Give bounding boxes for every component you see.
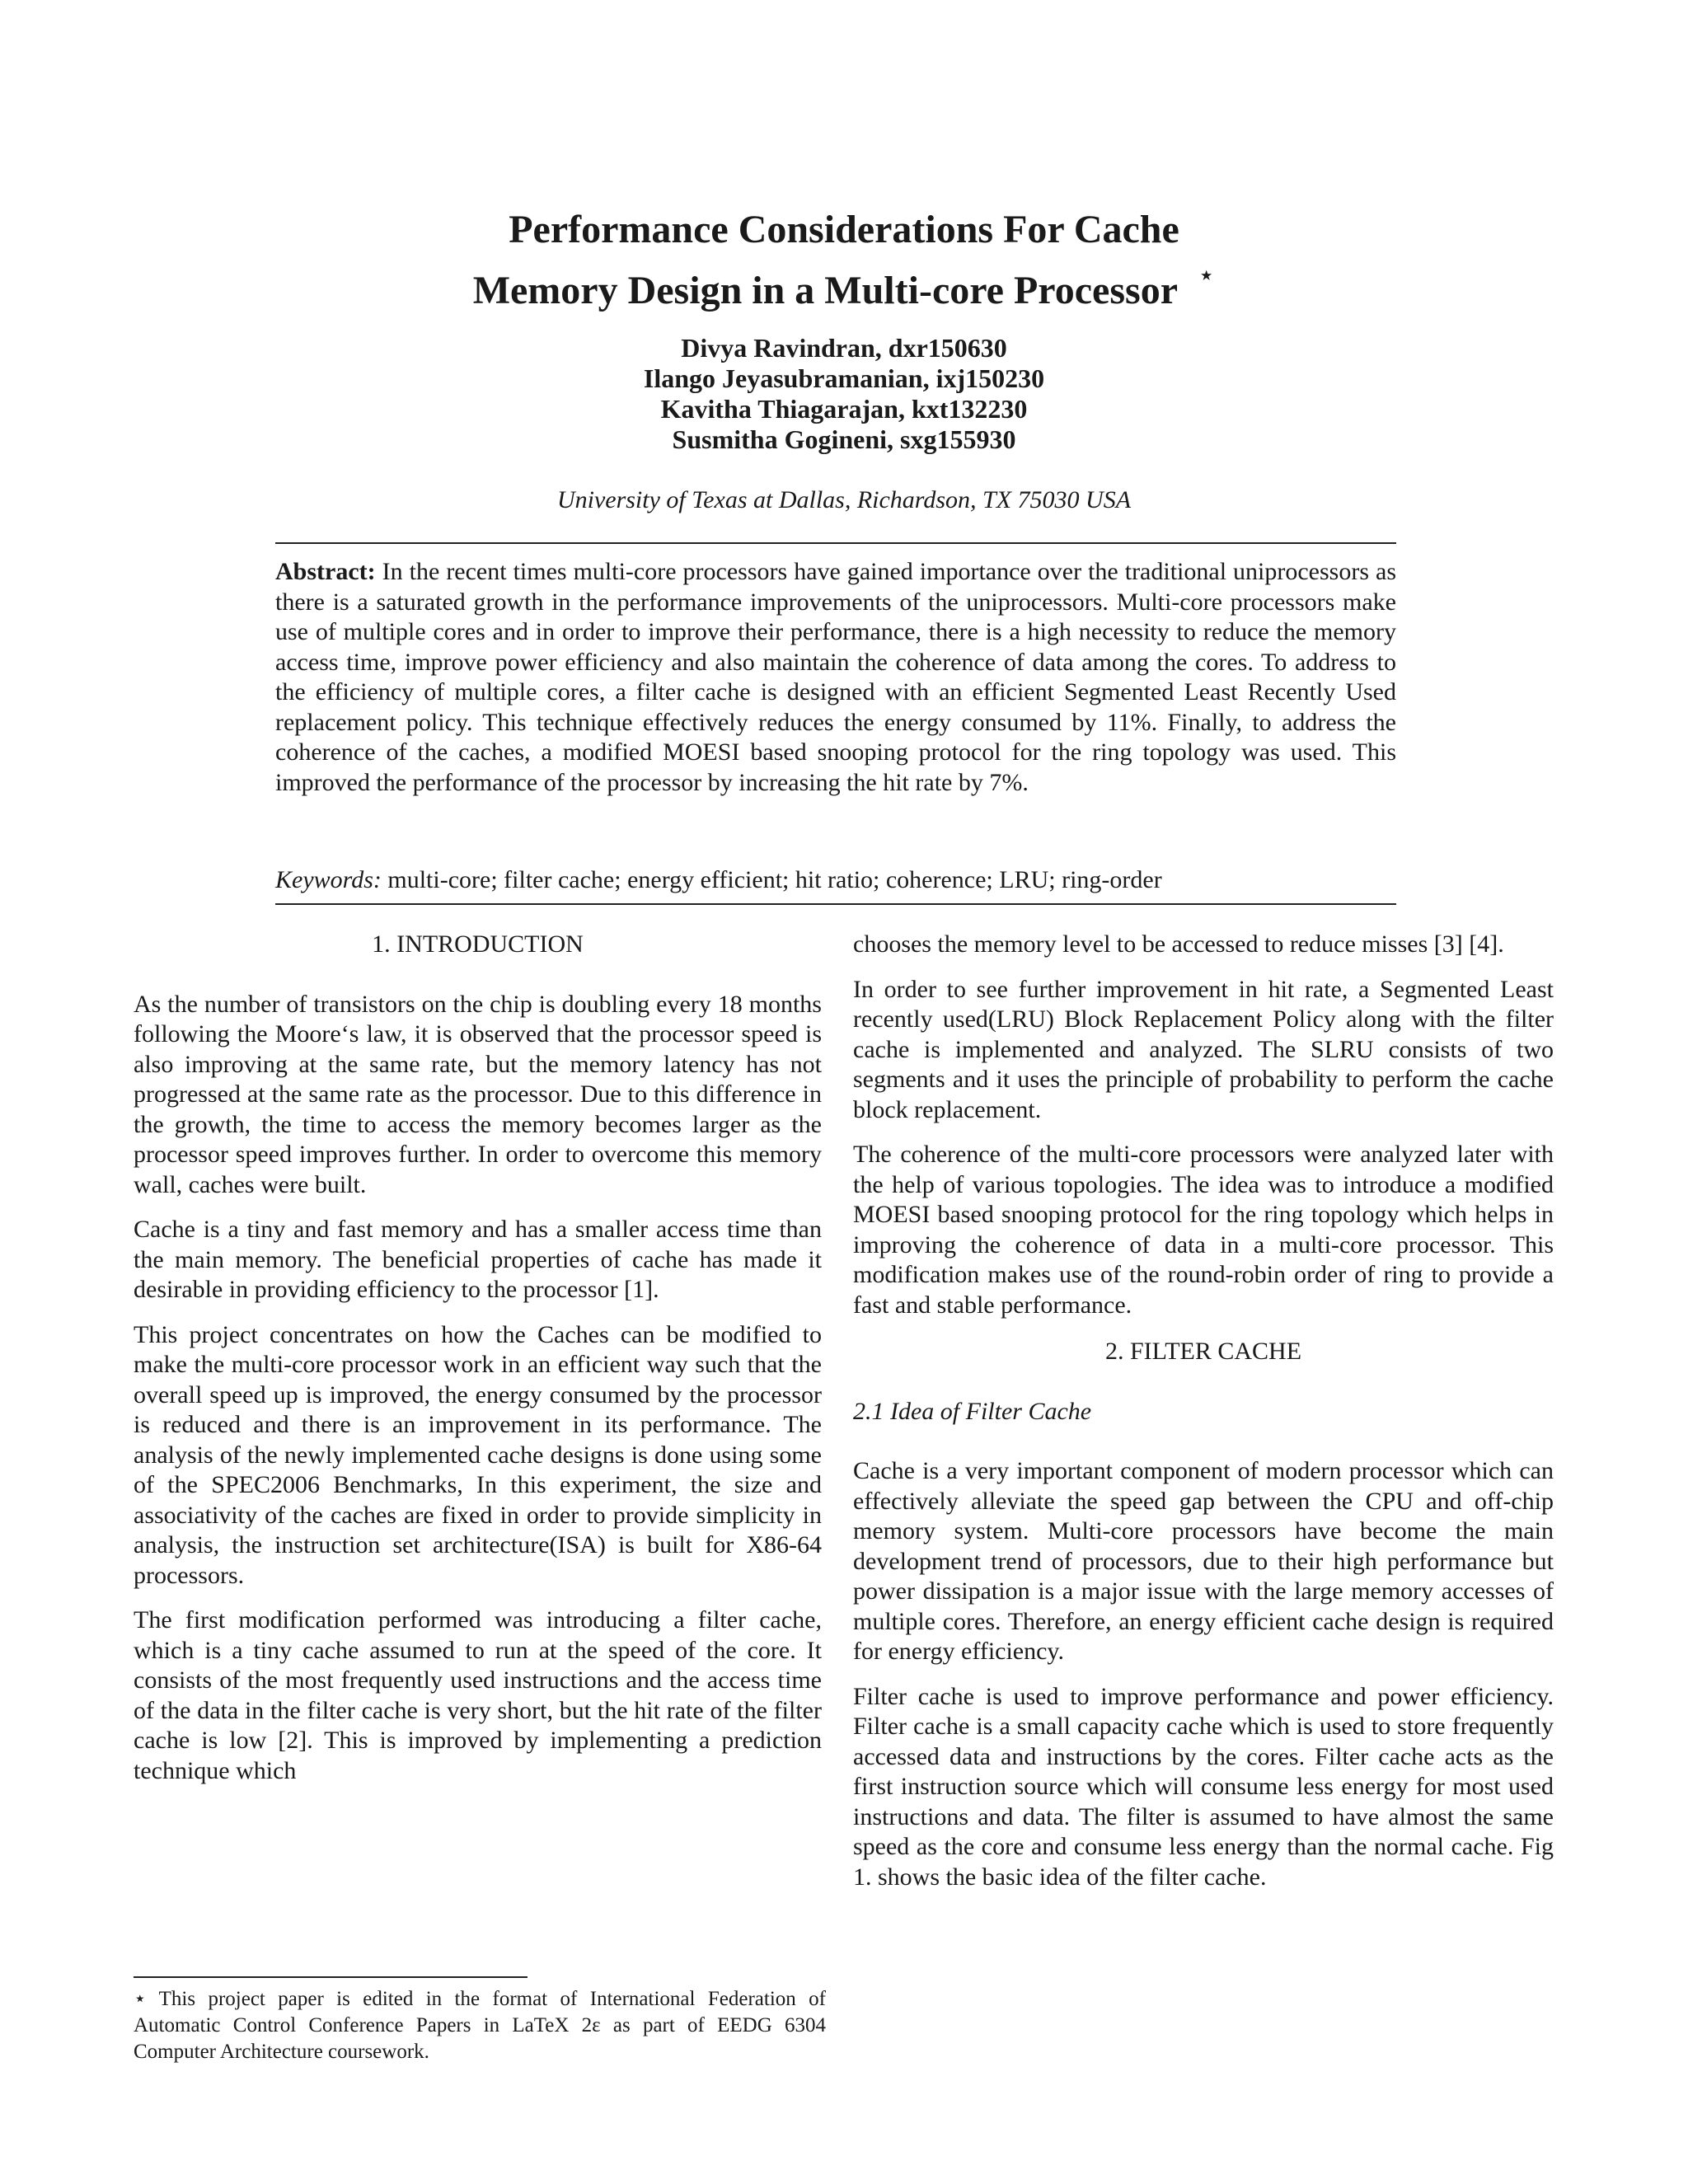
paragraph: Cache is a very important component of modern processor which can effectively alleviate the speed gap between the CPU and off-chip memory system. Multi-core processors have become the main development trend of processors, due to their high performance but power dissipation is a major issue with the large memory accesses of multiple cores. Therefore, an energy efficient cache design is required for energy efficiency. — [853, 1457, 1554, 1665]
right-column — [853, 930, 1554, 1907]
author: Kavitha Thiagarajan, kxt132230 — [660, 394, 1028, 424]
paper-title — [0, 204, 1688, 316]
footnote-rule — [134, 1976, 528, 1978]
affiliation: University of Texas at Dallas, Richardson, TX 75030 USA — [556, 486, 1132, 513]
keywords-bottom-rule — [275, 903, 1396, 905]
subsection-heading: 2.1 Idea of Filter Cache — [853, 1397, 1092, 1425]
author: Susmitha Gogineni, sxg155930 — [672, 424, 1016, 454]
paragraph: chooses the memory level to be accessed to reduce misses [3] [4]. — [853, 930, 1504, 958]
footnote — [134, 1986, 826, 2065]
paragraph: The first modification performed was introducing a filter cache, which is a tiny cache assumed to run at the speed of the core. It consists of the most frequently used instructions and the access time of the data in the filter cache is very short, but the hit rate of the filter cache is low [2]. This is improved by implementing a prediction technique which — [134, 1606, 822, 1784]
title-line-2-text: Memory Design in a Multi-core Processor — [472, 269, 1179, 312]
author-list — [0, 333, 1688, 455]
title-footnote-mark: ⋆ — [1198, 260, 1216, 291]
paragraph: Cache is a tiny and fast memory and has a smaller access time than the main memory. The beneficial properties of cache has made it desirable in providing efficiency to the processor [1]. — [134, 1216, 822, 1303]
author: Divya Ravindran, dxr150630 — [681, 333, 1007, 363]
footnote-text: This project paper is edited in the format of International Federation of Automatic Control Conference Papers in LaTeX 2ε as part of EEDG 6304 Computer Architecture coursework. — [134, 1988, 826, 2063]
title-line-1: Performance Considerations For Cache — [509, 208, 1179, 251]
paragraph: In order to see further improvement in hit rate, a Segmented Least recently used(LRU) Block Replacement Policy along with the filter cache is implemented and analyzed. The SLRU consists of two segments and it uses the principle of probability to perform the cache block replacement. — [853, 975, 1554, 1123]
abstract-label: Abstract: — [275, 558, 376, 585]
author: Ilango Jeyasubramanian, ixj150230 — [643, 363, 1045, 393]
section-heading-introduction: 1. INTRODUCTION — [372, 930, 584, 958]
keywords — [275, 865, 1396, 895]
section-heading-filter-cache: 2. FILTER CACHE — [1104, 1338, 1302, 1365]
paragraph: This project concentrates on how the Caches can be modified to make the multi-core processor work in an efficient way such that the overall speed up is improved, the energy consumed by the processor is reduced and there is an improvement in its performance. The analysis of the newly implemented cache designs is done using some of the SPEC2006 Benchmarks, In this experiment, the size and associativity of the caches are fixed in order to provide simplicity in analysis, the instruction set architecture(ISA) is built for X86-64 processors. — [134, 1320, 822, 1589]
paragraph: Filter cache is used to improve performance and power efficiency. Filter cache is a small capacity cache which is used to store frequently accessed data and instructions by the cores. Filter cache acts as the first instruction source which will consume less energy for most used instructions and data. The filter is assumed to have almost the same speed as the core and consume less energy than the normal cache. Fig 1. shows the basic idea of the filter cache. — [853, 1682, 1554, 1891]
abstract-text: In the recent times multi-core processors have gained importance over the traditional uniprocessors as there is a saturated growth in the performance improvements of the uniprocessors. Multi-core processors make use of multiple cores and in order to improve their performance, there is a high necessity to reduce the memory access time, improve power efficiency and also maintain the coherence of data among the cores. To address to the efficiency of multiple cores, a filter cache is designed with an efficient Segmented Least Recently Used replacement policy. This technique effectively reduces the energy consumed by 11%. Finally, to address the coherence of the caches, a modified MOESI based snooping protocol for the ring topology was used. This improved the performance of the processor by increasing the hit rate by 7%. — [275, 558, 1397, 796]
footnote-mark: ⋆ — [134, 1988, 147, 2010]
paragraph: The coherence of the multi-core processors were analyzed later with the help of various topologies. The idea was to introduce a modified MOESI based snooping protocol for the ring topology which helps in improving the coherence of data in a multi-core processor. This modification makes use of the round-robin order of ring to provide a fast and stable performance. — [853, 1141, 1554, 1319]
abstract-top-rule — [275, 542, 1396, 544]
paragraph: As the number of transistors on the chip is doubling every 18 months following the Moore‘s law, it is observed that the processor speed is also improving at the same rate, but the memory latency has not progressed at the same rate as the processor. Due to this difference in the growth, the time to access the memory becomes larger as the processor speed improves further. In order to overcome this memory wall, caches were built. — [134, 990, 822, 1198]
abstract — [275, 557, 1396, 798]
title-line-2 — [0, 255, 1688, 316]
keywords-label: Keywords: — [275, 866, 382, 893]
keywords-text: multi-core; filter cache; energy efficient; hit ratio; coherence; LRU; ring-order — [387, 866, 1162, 893]
left-column — [134, 930, 822, 1801]
